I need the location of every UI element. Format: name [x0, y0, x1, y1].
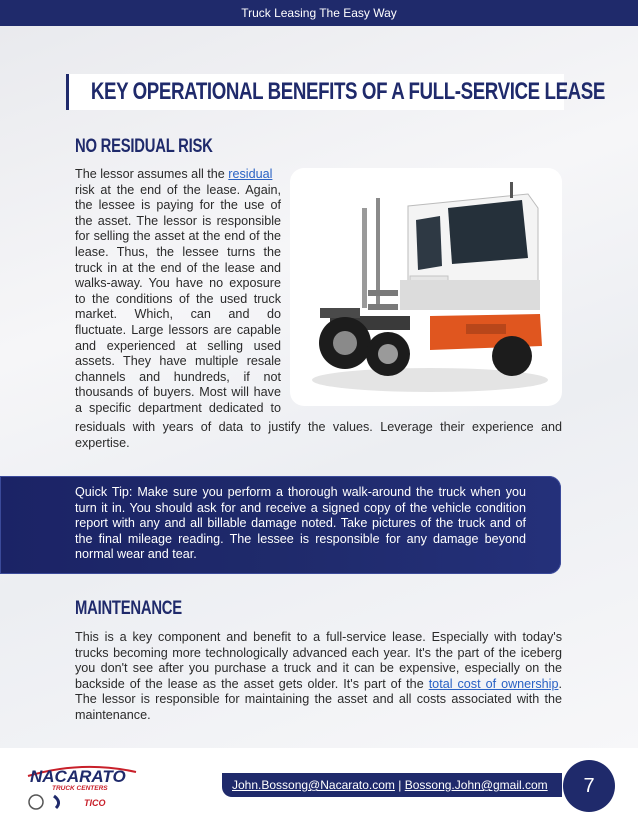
- nacarato-logo: [26, 762, 138, 810]
- page-title-box: [66, 74, 606, 110]
- svg-text:TICO: TICO: [84, 798, 106, 808]
- residual-line: truck in at the end of the lease and: [75, 260, 281, 275]
- contact-bar: [222, 773, 562, 797]
- quick-tip-box: [0, 476, 561, 574]
- page-number: 7: [563, 760, 615, 812]
- residual-paragraph-tail: residuals with years of data to justify the values. Leverage their experience and expertise.: [75, 420, 562, 450]
- email-link-primary[interactable]: John.Bossong@Nacarato.com: [232, 778, 395, 792]
- residual-link[interactable]: residual: [228, 167, 273, 181]
- residual-line: lease. Thus, the lessee turns the: [75, 244, 281, 259]
- residual-line: a specific department dedicated to: [75, 400, 281, 415]
- residual-line: walks-away. You have no exposure: [75, 276, 281, 291]
- svg-text:NACARATO: NACARATO: [30, 767, 126, 786]
- svg-text:TRUCK CENTERS: TRUCK CENTERS: [52, 785, 108, 792]
- email-link-secondary[interactable]: Bossong.John@gmail.com: [404, 778, 548, 792]
- maintenance-text-after: . The lessor is responsible for maintaining the asset and all costs associated with the maintenance.: [75, 676, 562, 722]
- residual-line: risk at the end of the lease. Again,: [75, 182, 281, 197]
- residual-line: assets. They have multiple resale: [75, 354, 281, 369]
- residual-line: thousands of buyers. Most will have: [75, 385, 281, 400]
- page-title: KEY OPERATIONAL BENEFITS OF A FULL-SERVICE LEASE: [90, 78, 606, 105]
- yard-truck-illustration: [290, 168, 562, 406]
- running-header: Truck Leasing The Easy Way: [0, 0, 638, 26]
- section-heading-residual: NO RESIDUAL RISK: [75, 136, 213, 157]
- maintenance-paragraph: [75, 630, 562, 724]
- residual-line: and experienced at selling used: [75, 338, 281, 353]
- maintenance-text-before: This is a key component and benefit to a full-service lease. Especially with today's trucks becoming more technologically advanced each year. It's the part of the iceberg you don't see after you purchase a truck and it can be expensive, especially on the backside of the lease as the asset gets older. It's part of the: [75, 630, 562, 691]
- residual-line: market. Which, can and do: [75, 307, 281, 322]
- residual-line: the asset. The lessor is responsible: [75, 213, 281, 228]
- residual-line: channels and hundreds, if not: [75, 369, 281, 384]
- section-heading-maintenance: MAINTENANCE: [75, 598, 182, 619]
- total-cost-of-ownership-link[interactable]: total cost of ownership: [428, 676, 559, 691]
- truck-image: [290, 168, 562, 406]
- residual-line-text: The lessor assumes all the: [75, 167, 229, 181]
- email-separator: |: [394, 778, 405, 792]
- quick-tip-text: Quick Tip: Make sure you perform a thorough walk-around the truck when you turn it in. You should ask for and receive a signed copy of the vehicle condition report with any and all billable damage noted. Take pictures of the truck and of the final mileage reading. The lessee is responsible for any damage beyond normal wear and tear.: [75, 485, 526, 562]
- residual-line: [75, 167, 281, 183]
- residual-paragraph: [75, 167, 281, 417]
- residual-line: fluctuate. Large lessors are capable: [75, 322, 281, 337]
- nacarato-logo-graphic: [26, 762, 138, 810]
- residual-line: for selling the asset at the end of the: [75, 229, 281, 244]
- residual-line: the lessee is paying for the use of: [75, 198, 281, 213]
- residual-line: to the conditions of the used truck: [75, 291, 281, 306]
